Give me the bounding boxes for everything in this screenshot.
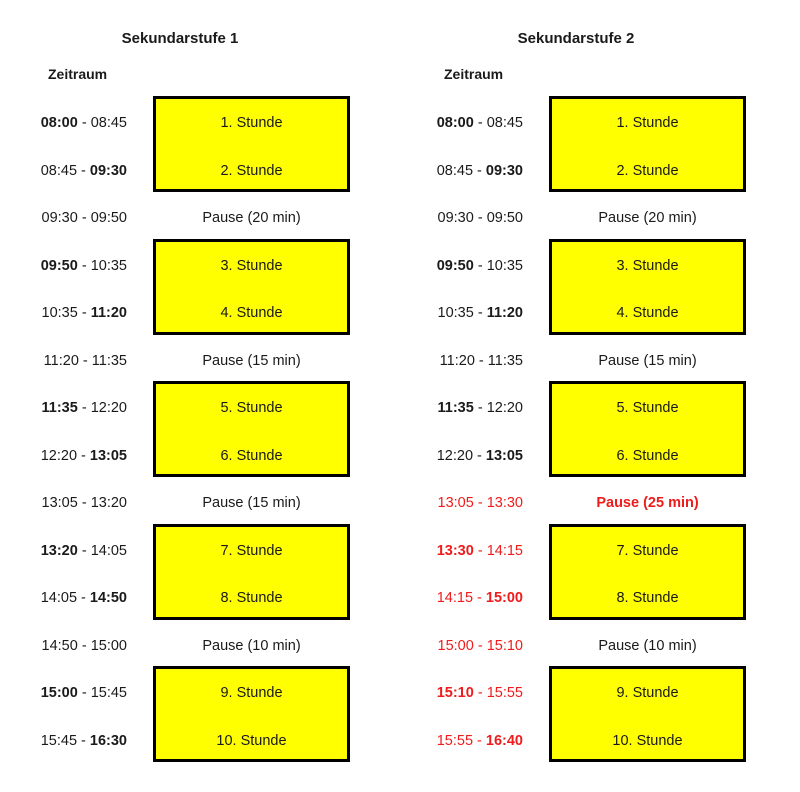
break-row: [396, 491, 796, 515]
break-row: [0, 491, 400, 515]
lesson-row: [396, 586, 796, 610]
time-range: [396, 396, 523, 420]
break-label: Pause (20 min): [598, 210, 697, 226]
start-time: 13:30: [436, 542, 474, 559]
break-label: Pause (15 min): [202, 495, 301, 511]
lesson-label: 4. Stunde: [616, 305, 679, 321]
time-separator: -: [473, 447, 486, 464]
start-time: 08:45: [436, 162, 474, 179]
start-time: 15:00: [40, 685, 78, 701]
time-separator: -: [473, 162, 486, 179]
lesson-row: [396, 681, 796, 705]
start-time: 14:05: [40, 590, 78, 606]
start-time: 15:10: [436, 685, 474, 701]
end-time: 15:55: [486, 685, 523, 701]
lesson-label: 1. Stunde: [616, 115, 679, 131]
time-range: [0, 254, 127, 278]
time-separator: -: [473, 542, 487, 559]
start-time: 13:05: [41, 495, 78, 511]
lesson-label: 10. Stunde: [612, 732, 683, 749]
start-time: 08:00: [436, 115, 474, 131]
end-time: 09:30: [89, 162, 127, 179]
end-time: 15:00: [90, 637, 127, 654]
lesson-row: [0, 729, 400, 753]
start-time: 09:50: [40, 257, 78, 274]
lesson-row: [0, 111, 400, 135]
break-row: [0, 206, 400, 230]
time-separator: -: [473, 495, 487, 511]
start-time: 09:50: [436, 257, 474, 274]
end-time: 09:50: [486, 210, 523, 226]
end-time: 11:35: [91, 352, 127, 369]
lesson-label: 8. Stunde: [220, 590, 283, 606]
end-time: 14:50: [89, 590, 127, 606]
time-separator: -: [473, 732, 486, 749]
break-label: Pause (15 min): [598, 352, 697, 369]
time-separator: -: [473, 685, 487, 701]
lesson-row: [396, 396, 796, 420]
break-row: [396, 634, 796, 658]
lesson-label: 3. Stunde: [220, 257, 283, 274]
time-separator: -: [473, 400, 487, 416]
time-range: [0, 206, 127, 230]
time-separator: -: [77, 495, 91, 511]
start-time: 13:20: [40, 542, 78, 559]
lesson-row: [0, 539, 400, 563]
end-time: 13:05: [89, 447, 127, 464]
break-label: Pause (15 min): [202, 352, 301, 369]
end-time: 11:20: [90, 305, 127, 321]
time-range: [396, 111, 523, 135]
lesson-row: [0, 586, 400, 610]
break-row: [0, 349, 400, 373]
start-time: 11:35: [437, 400, 474, 416]
lesson-row: [396, 111, 796, 135]
start-time: 08:45: [40, 162, 78, 179]
lesson-label: 5. Stunde: [220, 400, 283, 416]
time-separator: -: [77, 257, 91, 274]
end-time: 13:05: [485, 447, 523, 464]
time-separator: -: [473, 590, 486, 606]
time-separator: -: [77, 637, 91, 654]
end-time: 08:45: [486, 115, 523, 131]
time-range: [396, 349, 523, 373]
time-separator: -: [473, 305, 487, 321]
time-range: [396, 634, 523, 658]
lesson-label: 6. Stunde: [616, 447, 679, 464]
end-time: 09:50: [90, 210, 127, 226]
end-time: 12:20: [90, 400, 127, 416]
start-time: 15:45: [40, 732, 78, 749]
time-range: [396, 539, 523, 563]
start-time: 14:15: [436, 590, 474, 606]
lesson-label: 4. Stunde: [220, 305, 283, 321]
lesson-row: [396, 539, 796, 563]
lesson-label: 1. Stunde: [220, 115, 283, 131]
time-range: [0, 491, 127, 515]
start-time: 10:35: [437, 305, 474, 321]
time-separator: -: [77, 685, 91, 701]
lesson-row: [0, 396, 400, 420]
time-range: [396, 254, 523, 278]
time-range: [0, 586, 127, 610]
end-time: 10:35: [486, 257, 523, 274]
lesson-row: [396, 729, 796, 753]
time-separator: -: [77, 115, 91, 131]
lesson-label: 3. Stunde: [616, 257, 679, 274]
start-time: 14:50: [41, 637, 78, 654]
lesson-label: 7. Stunde: [616, 542, 679, 559]
break-row: [0, 634, 400, 658]
panel-title: Sekundarstufe 2: [517, 30, 635, 47]
time-separator: -: [77, 447, 90, 464]
time-separator: -: [77, 732, 90, 749]
time-separator: -: [77, 210, 91, 226]
time-separator: -: [77, 305, 91, 321]
start-time: 12:20: [40, 447, 78, 464]
time-range: [0, 634, 127, 658]
end-time: 11:20: [486, 305, 523, 321]
start-time: 13:05: [437, 495, 474, 511]
end-time: 12:20: [486, 400, 523, 416]
time-separator: -: [78, 352, 92, 369]
time-range: [0, 301, 127, 325]
end-time: 11:35: [487, 352, 523, 369]
time-separator: -: [77, 162, 90, 179]
lesson-row: [396, 159, 796, 183]
start-time: 08:00: [40, 115, 78, 131]
lesson-label: 8. Stunde: [616, 590, 679, 606]
time-range: [396, 491, 523, 515]
lesson-row: [396, 301, 796, 325]
end-time: 13:30: [486, 495, 523, 511]
end-time: 13:20: [90, 495, 127, 511]
start-time: 11:35: [41, 400, 78, 416]
time-range: [0, 444, 127, 468]
time-separator: -: [473, 257, 487, 274]
time-range: [0, 729, 127, 753]
time-range: [0, 539, 127, 563]
start-time: 10:35: [41, 305, 78, 321]
time-range: [396, 586, 523, 610]
lesson-label: 10. Stunde: [216, 732, 287, 749]
lesson-row: [396, 254, 796, 278]
lesson-label: 9. Stunde: [220, 685, 283, 701]
time-separator: -: [473, 637, 487, 654]
panel-title: Sekundarstufe 1: [121, 30, 239, 47]
time-range: [396, 444, 523, 468]
end-time: 16:30: [89, 732, 127, 749]
time-separator: -: [77, 542, 91, 559]
start-time: 11:20: [439, 352, 475, 369]
end-time: 16:40: [485, 732, 523, 749]
time-range: [0, 349, 127, 373]
break-row: [396, 349, 796, 373]
lesson-row: [0, 681, 400, 705]
end-time: 14:15: [486, 542, 523, 559]
period-header: Zeitraum: [444, 66, 504, 82]
time-separator: -: [77, 590, 90, 606]
end-time: 10:35: [90, 257, 127, 274]
time-range: [0, 396, 127, 420]
time-range: [0, 159, 127, 183]
time-range: [396, 159, 523, 183]
start-time: 09:30: [41, 210, 78, 226]
break-label: Pause (10 min): [202, 637, 301, 654]
start-time: 11:20: [43, 352, 79, 369]
lesson-label: 7. Stunde: [220, 542, 283, 559]
time-separator: -: [77, 400, 91, 416]
lesson-label: 6. Stunde: [220, 447, 283, 464]
end-time: 09:30: [485, 162, 523, 179]
lesson-row: [0, 444, 400, 468]
break-row: [396, 206, 796, 230]
lesson-label: 9. Stunde: [616, 685, 679, 701]
lesson-label: 2. Stunde: [616, 162, 679, 179]
time-separator: -: [473, 210, 487, 226]
period-header: Zeitraum: [48, 66, 108, 82]
time-separator: -: [473, 115, 487, 131]
start-time: 15:00: [437, 637, 474, 654]
lesson-row: [0, 301, 400, 325]
lesson-label: 5. Stunde: [616, 400, 679, 416]
lesson-row: [0, 159, 400, 183]
start-time: 15:55: [436, 732, 474, 749]
time-range: [0, 111, 127, 135]
end-time: 14:05: [90, 542, 127, 559]
time-range: [396, 206, 523, 230]
end-time: 08:45: [90, 115, 127, 131]
panel-sekundarstufe-2: [396, 0, 796, 792]
end-time: 15:10: [486, 637, 523, 654]
time-range: [0, 681, 127, 705]
break-label: Pause (20 min): [202, 210, 301, 226]
break-label: Pause (10 min): [598, 637, 697, 654]
time-separator: -: [474, 352, 488, 369]
time-range: [396, 301, 523, 325]
lesson-row: [0, 254, 400, 278]
lesson-row: [396, 444, 796, 468]
time-range: [396, 729, 523, 753]
lesson-label: 2. Stunde: [220, 162, 283, 179]
end-time: 15:45: [90, 685, 127, 701]
time-range: [396, 681, 523, 705]
break-label: Pause (25 min): [596, 495, 699, 511]
start-time: 09:30: [437, 210, 474, 226]
end-time: 15:00: [485, 590, 523, 606]
start-time: 12:20: [436, 447, 474, 464]
